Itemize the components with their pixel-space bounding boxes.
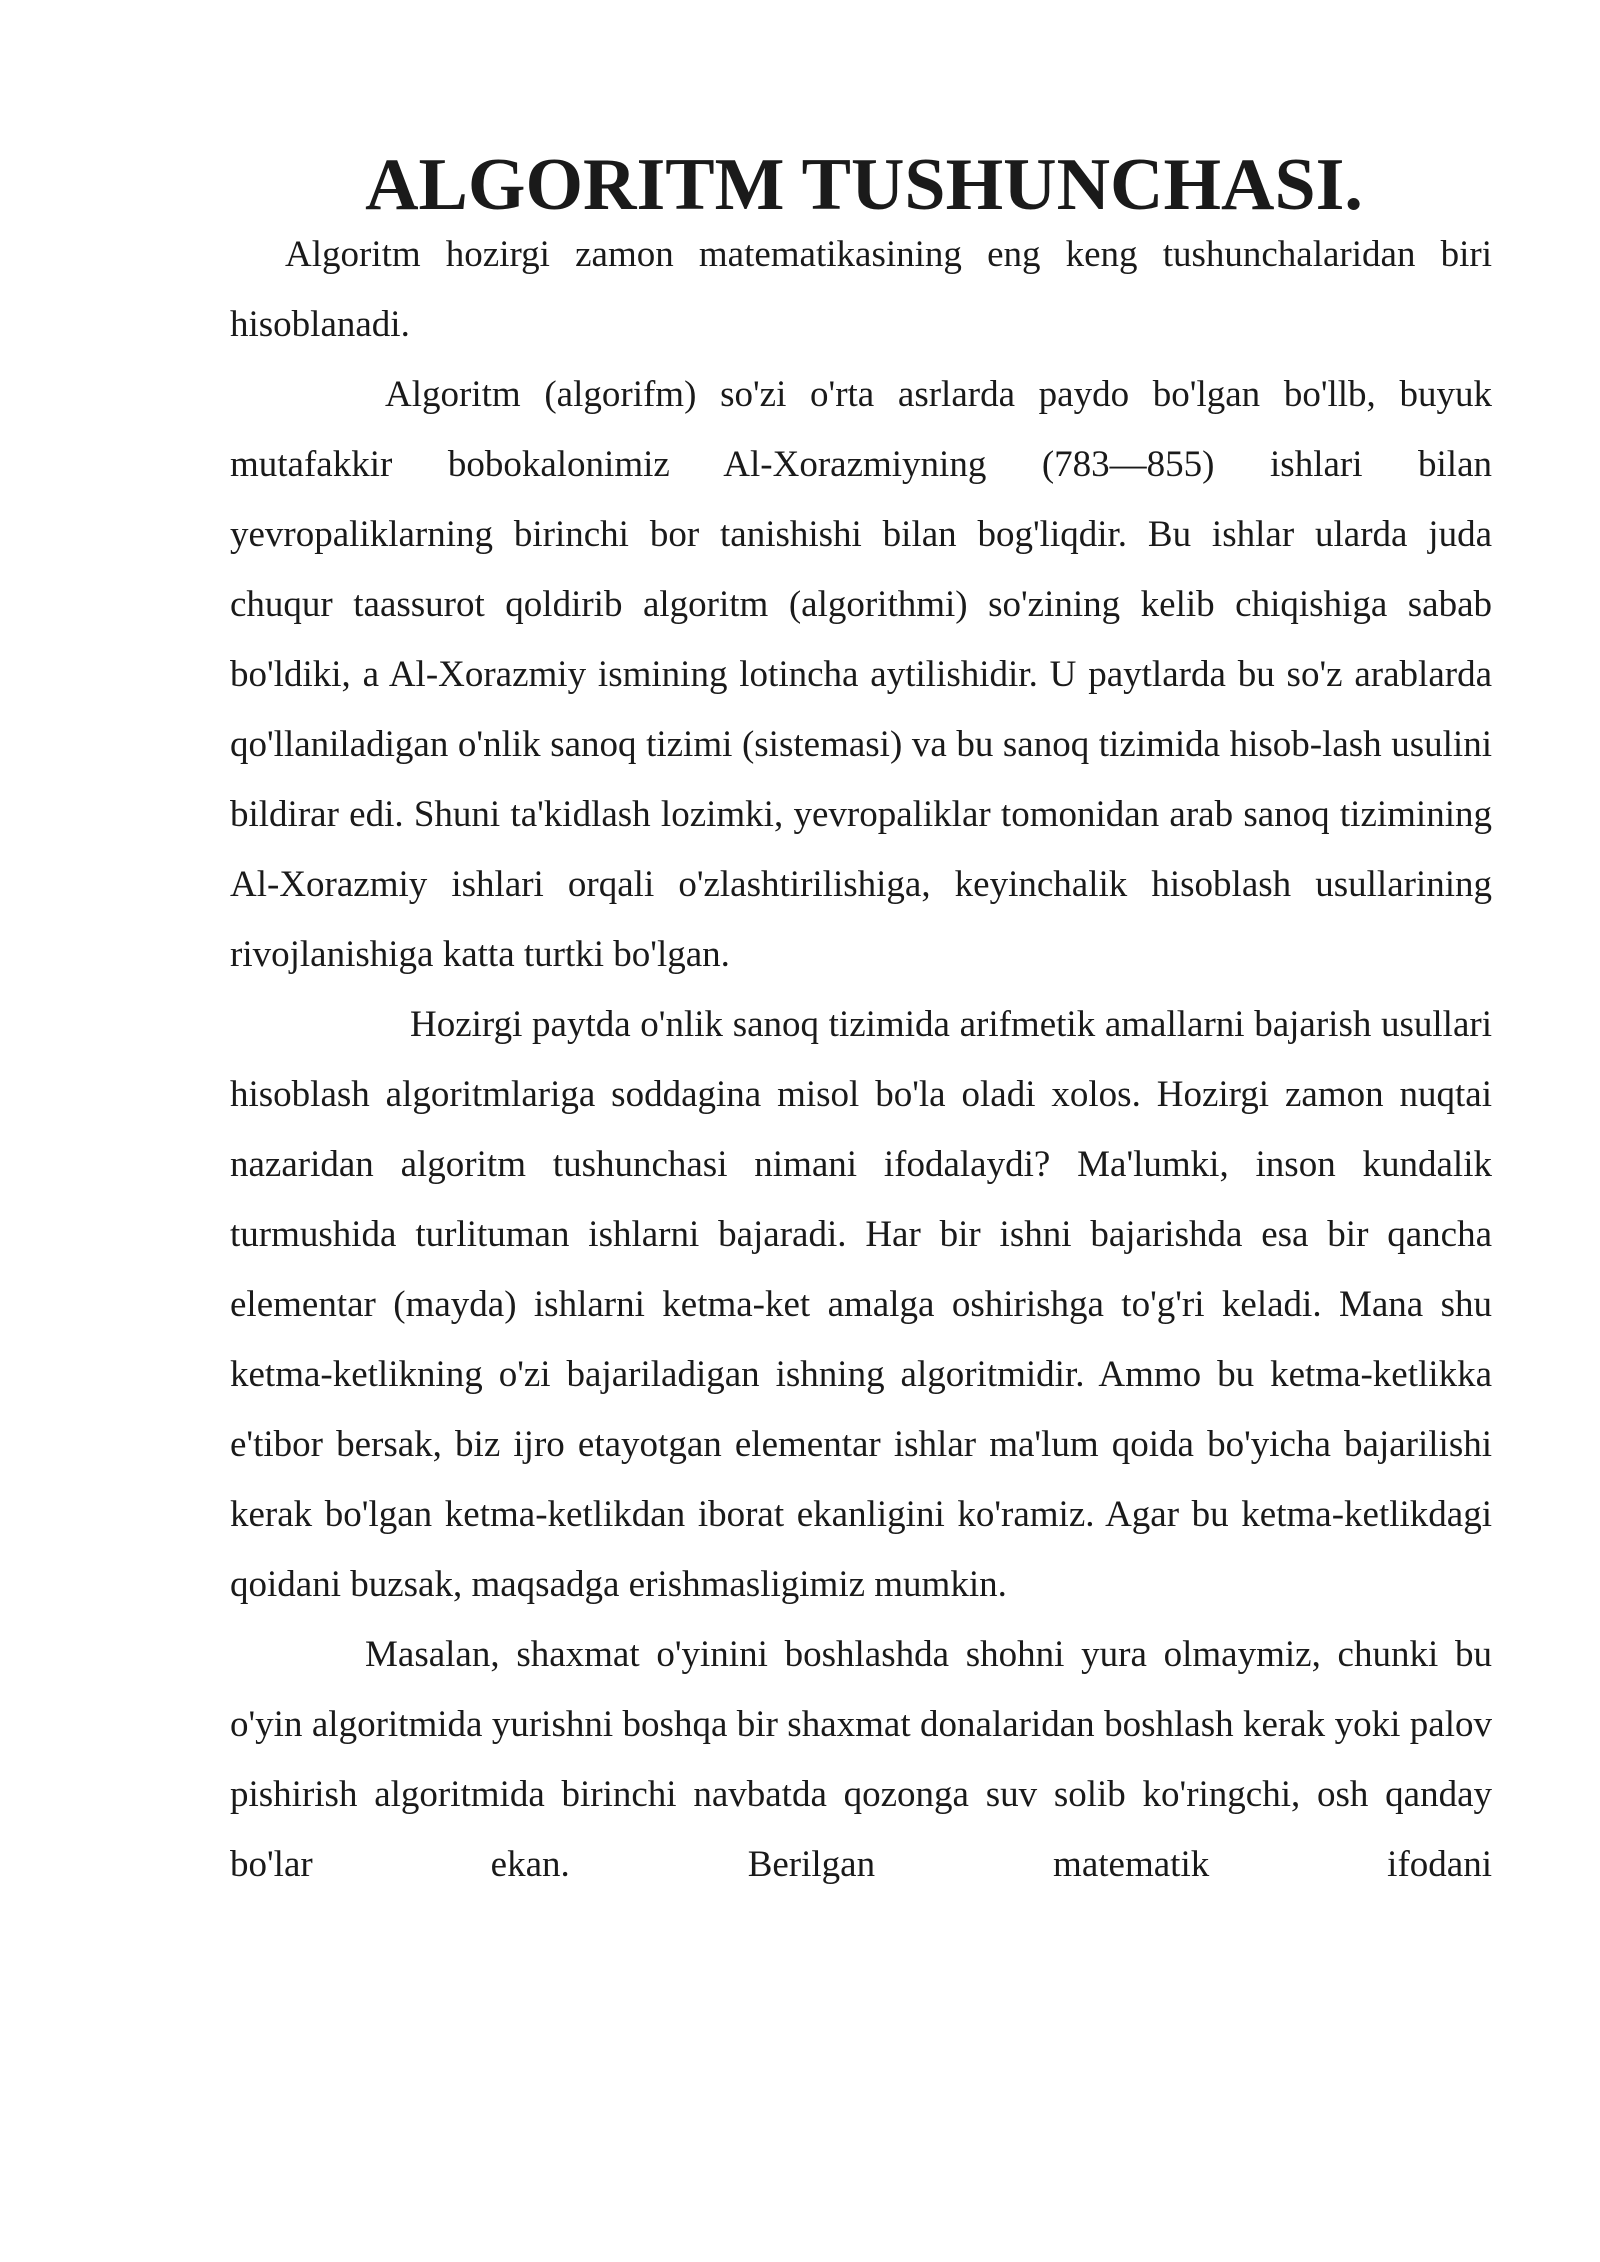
paragraph-modern-meaning: Hozirgi paytda o'nlik sanoq tizimida arifmetik amallarni bajarish usullari hisoblash algoritmlariga soddagina misol bo'la oladi xolos. Hozirgi zamon nuqtai nazaridan algoritm tushunchasi nimani ifodalaydi? Ma'lumki, inson kundalik turmushida turlituman ishlarni bajaradi. Har bir ishni bajarishda esa bir qancha elementar (mayda) ishlarni ketma-ket amalga oshirishga to'g'ri keladi. Mana shu ketma-ketlikning o'zi bajariladigan ishning algoritmidir. Ammo bu ketma-ketlikka e'tibor bersak, biz ijro etayotgan elementar ishlar ma'lum qoida bo'yicha bajarilishi kerak bo'lgan ketma-ketlikdan iborat ekanligini ko'ramiz. Agar bu ketma-ketlikdagi qoidani buzsak, maqsadga erishmasligimiz mumkin.: [230, 1004, 1492, 1605]
document-title: ALGORITM TUSHUNCHASI.: [365, 144, 1363, 226]
paragraph-intro: Algoritm hozirgi zamon matematikasining eng keng tushunchalaridan biri hisoblanadi.: [230, 234, 1492, 345]
paragraph-etymology: Algoritm (algorifm) so'zi o'rta asrlarda paydo bo'lgan bo'llb, buyuk mutafakkir bobokalonimiz Al-Xorazmiyning (783—855) ishlari bilan yevropaliklarning birinchi bor tanishishi bilan bog'liqdir. Bu ishlar ularda juda chuqur taassurot qoldirib algoritm (algorithmi) so'zining kelib chiqishiga sabab bo'ldiki, a Al-Xorazmiy ismining lotincha aytilishidir. U paytlarda bu so'z arablarda qo'llaniladigan o'nlik sanoq tizimi (sistemasi) va bu sanoq tizimida hisob-lash usulini bildirar edi. Shuni ta'kidlash lozimki, yevropaliklar tomonidan arab sanoq tizimining Al-Xorazmiy ishlari orqali o'zlashtirilishiga, keyinchalik hisoblash usullarining rivojlanishiga katta turtki bo'lgan.: [230, 374, 1492, 975]
paragraph-examples: Masalan, shaxmat o'yinini boshlashda shohni yura olmaymiz, chunki bu o'yin algoritmida yurishni boshqa bir shaxmat donalaridan boshlash kerak yoki palov pishirish algoritmida birinchi navbatda qozonga suv solib ko'ringchi, osh qanday bo'lar ekan. Berilgan matematik ifodani: [230, 1634, 1492, 1885]
document-body: [230, 144, 1492, 1900]
